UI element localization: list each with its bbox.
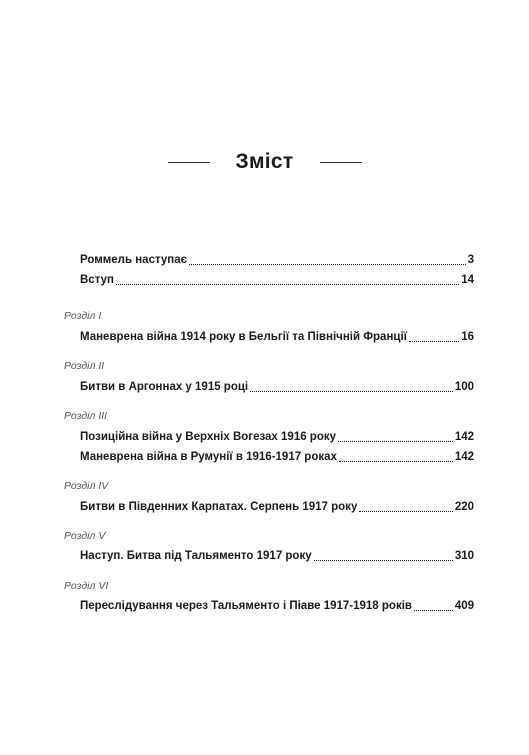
toc-entry-page: 220 [454,501,474,513]
leader-dots [338,432,453,442]
toc-entry-page: 142 [454,431,474,443]
heading-left-rule [168,162,210,163]
toc-entry-label: Наступ. Битва під Тальяменто 1917 року [80,550,312,562]
leader-dots [116,275,459,285]
leader-dots [339,452,453,462]
heading-right-rule [320,162,362,163]
section-label-4: Розділ IV [64,480,109,492]
section-label-6: Розділ VI [64,580,109,592]
section-label-3: Розділ III [64,410,108,422]
section-label-2: Розділ II [64,360,105,372]
toc-entry-chapter-3a[interactable] [80,430,474,444]
leader-dots [314,551,453,561]
toc-entry-page: 100 [454,381,474,393]
toc-entry-chapter-1[interactable] [80,330,474,344]
toc-heading-row [0,150,529,174]
leader-dots [189,255,466,265]
leader-dots [359,502,452,512]
toc-entry-chapter-2[interactable] [80,380,474,394]
toc-entry-chapter-3b[interactable] [80,450,474,464]
leader-dots [409,332,459,342]
toc-entry-label: Переслідування через Тальяменто і Піаве 1917-1918 років [80,600,412,612]
toc-entry-chapter-5[interactable] [80,549,474,563]
toc-entry-page: 409 [454,600,474,612]
toc-entry-label: Позиційна війна у Верхніх Вогезах 1916 року [80,431,337,443]
toc-entry-page: 14 [461,274,474,286]
toc-entry-label: Маневрена війна в Румунії в 1916-1917 роках [80,451,337,463]
toc-entry-page: 142 [454,451,474,463]
leader-dots [250,382,453,392]
toc-entry-chapter-4[interactable] [80,500,474,514]
toc-entry-page: 3 [467,254,474,266]
section-label-5: Розділ V [64,530,106,542]
toc-entry-label: Битви в Аргоннах у 1915 році [80,381,249,393]
toc-entry-label: Роммель наступає [80,254,187,266]
toc-entry-page: 310 [454,550,474,562]
toc-entry-label: Маневрена війна 1914 року в Бельгії та Північній Франції [80,331,407,343]
toc-title: Зміст [235,150,294,173]
leader-dots [414,601,453,611]
toc-entry-page: 16 [461,331,474,343]
toc-entry-intro[interactable] [80,273,474,287]
toc-entry-label: Вступ [80,274,114,286]
section-label-1: Розділ I [64,310,102,322]
toc-entry-chapter-6[interactable] [80,599,474,613]
toc-entry-label: Битви в Південних Карпатах. Серпень 1917 року [80,501,358,513]
toc-entry-rommel[interactable] [80,253,474,267]
